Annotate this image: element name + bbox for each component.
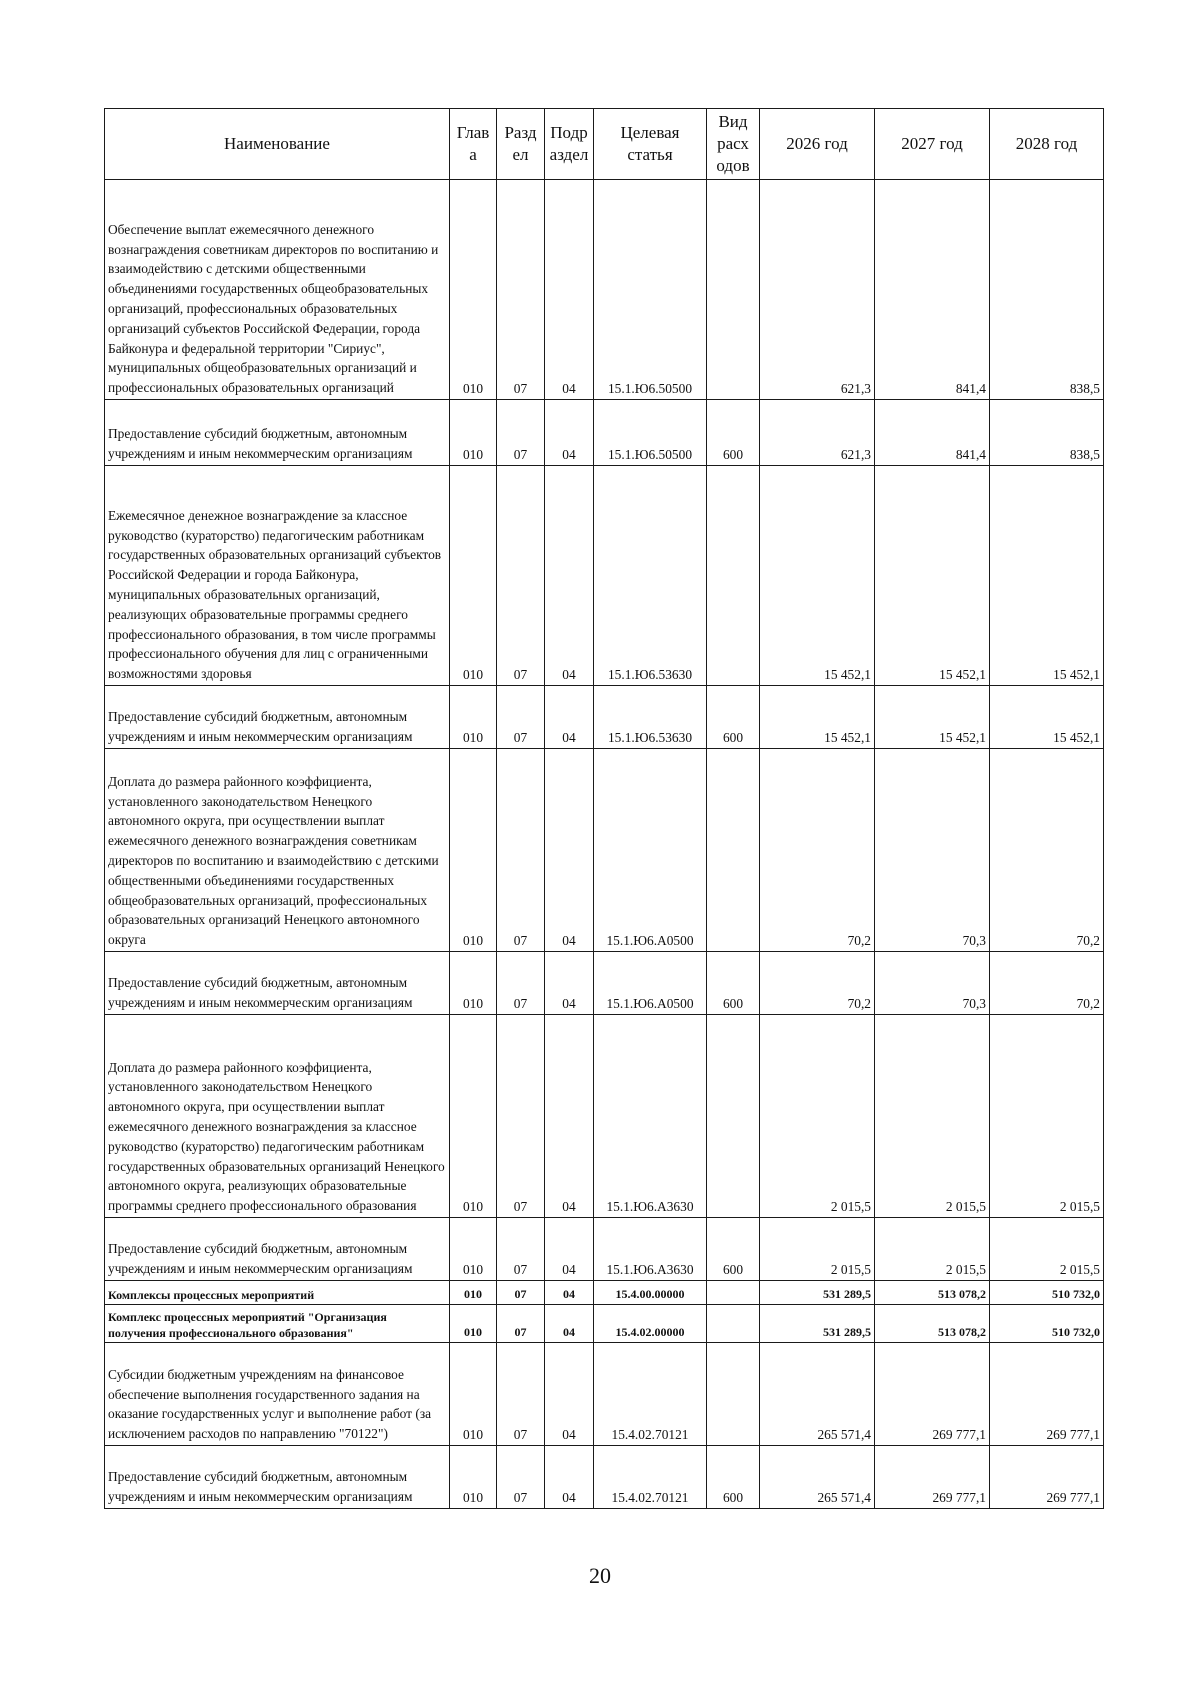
row-subsection: 04	[545, 1343, 594, 1446]
row-value-2027: 513 078,2	[875, 1281, 990, 1305]
row-target: 15.4.02.00000	[594, 1305, 707, 1343]
table-body	[105, 180, 1104, 1509]
budget-table	[104, 108, 1104, 1509]
row-section: 07	[497, 1281, 545, 1305]
row-chapter: 010	[450, 180, 497, 400]
row-name: Комплексы процессных мероприятий	[105, 1281, 450, 1305]
row-value-2028: 2 015,5	[990, 1015, 1104, 1218]
row-chapter: 010	[450, 1218, 497, 1281]
row-target: 15.4.02.70121	[594, 1343, 707, 1446]
table-row	[105, 180, 1104, 400]
row-value-2028: 510 732,0	[990, 1305, 1104, 1343]
row-value-2028: 70,2	[990, 952, 1104, 1015]
row-value-2028: 269 777,1	[990, 1446, 1104, 1509]
row-value-2026: 2 015,5	[760, 1015, 875, 1218]
row-subsection: 04	[545, 686, 594, 749]
row-value-2026: 621,3	[760, 400, 875, 466]
row-chapter: 010	[450, 1446, 497, 1509]
header-subsection: Подр аздел	[545, 109, 594, 180]
row-value-2027: 2 015,5	[875, 1015, 990, 1218]
row-section: 07	[497, 180, 545, 400]
row-value-2026: 70,2	[760, 749, 875, 952]
row-expense-type: 600	[707, 1218, 760, 1281]
row-name: Субсидии бюджетным учреждениям на финансовое обеспечение выполнения государственного задания на оказание государственных услуг и выполнение работ (за исключением расходов по направлению "70122")	[105, 1343, 450, 1446]
header-chapter: Глав а	[450, 109, 497, 180]
row-chapter: 010	[450, 1281, 497, 1305]
row-value-2027: 70,3	[875, 749, 990, 952]
row-target: 15.1.Ю6.А3630	[594, 1218, 707, 1281]
row-subsection: 04	[545, 180, 594, 400]
row-chapter: 010	[450, 1305, 497, 1343]
row-expense-type: 600	[707, 952, 760, 1015]
row-value-2027: 15 452,1	[875, 686, 990, 749]
row-value-2028: 838,5	[990, 400, 1104, 466]
row-subsection: 04	[545, 400, 594, 466]
row-target: 15.1.Ю6.А3630	[594, 1015, 707, 1218]
row-chapter: 010	[450, 686, 497, 749]
table-row	[105, 400, 1104, 466]
header-year-2027: 2027 год	[875, 109, 990, 180]
row-expense-type: 600	[707, 686, 760, 749]
row-expense-type: 600	[707, 1446, 760, 1509]
row-chapter: 010	[450, 466, 497, 686]
row-section: 07	[497, 1305, 545, 1343]
row-value-2026: 265 571,4	[760, 1343, 875, 1446]
row-subsection: 04	[545, 952, 594, 1015]
row-value-2028: 838,5	[990, 180, 1104, 400]
table-row	[105, 1343, 1104, 1446]
row-section: 07	[497, 400, 545, 466]
header-target: Целевая статья	[594, 109, 707, 180]
row-value-2026: 15 452,1	[760, 466, 875, 686]
row-expense-type	[707, 1015, 760, 1218]
row-value-2027: 70,3	[875, 952, 990, 1015]
table-row	[105, 749, 1104, 952]
row-chapter: 010	[450, 1015, 497, 1218]
row-name: Предоставление субсидий бюджетным, автономным учреждениям и иным некоммерческим организациям	[105, 686, 450, 749]
row-value-2028: 70,2	[990, 749, 1104, 952]
row-name: Предоставление субсидий бюджетным, автономным учреждениям и иным некоммерческим организациям	[105, 952, 450, 1015]
row-target: 15.1.Ю6.50500	[594, 180, 707, 400]
row-name: Комплекс процессных мероприятий "Организация получения профессионального образования"	[105, 1305, 450, 1343]
row-section: 07	[497, 1446, 545, 1509]
row-name: Ежемесячное денежное вознаграждение за классное руководство (кураторство) педагогическим работникам государственных образовательных организаций субъектов Российской Федерации и города Байконура, муниципальных образовательных организаций, реализующих образовательные программы среднего профессионального образования, в том числе программы профессионального обучения для лиц с ограниченными возможностями здоровья	[105, 466, 450, 686]
row-value-2027: 841,4	[875, 400, 990, 466]
header-expense-type: Вид расх одов	[707, 109, 760, 180]
row-section: 07	[497, 1015, 545, 1218]
row-value-2027: 269 777,1	[875, 1446, 990, 1509]
row-section: 07	[497, 952, 545, 1015]
row-value-2026: 531 289,5	[760, 1281, 875, 1305]
row-name: Доплата до размера районного коэффициента, установленного законодательством Ненецкого автономного округа, при осуществлении выплат ежемесячного денежного вознаграждения советникам директоров по воспитанию и взаимодействию с детскими общественными объединениями государственных общеобразовательных организаций, профессиональных образовательных организаций Ненецкого автономного округа	[105, 749, 450, 952]
row-target: 15.1.Ю6.А0500	[594, 952, 707, 1015]
row-expense-type	[707, 1343, 760, 1446]
row-value-2027: 269 777,1	[875, 1343, 990, 1446]
table-row	[105, 1446, 1104, 1509]
row-value-2028: 15 452,1	[990, 686, 1104, 749]
table-row	[105, 466, 1104, 686]
row-chapter: 010	[450, 400, 497, 466]
row-expense-type	[707, 466, 760, 686]
row-subsection: 04	[545, 1015, 594, 1218]
table-row	[105, 1281, 1104, 1305]
row-target: 15.4.02.70121	[594, 1446, 707, 1509]
row-name: Доплата до размера районного коэффициента, установленного законодательством Ненецкого автономного округа, при осуществлении выплат ежемесячного денежного вознаграждения за классное руководство (кураторство) педагогическим работникам государственных образовательных организаций Ненецкого автономного округа, реализующих образовательные программы среднего профессионального образования	[105, 1015, 450, 1218]
row-value-2026: 70,2	[760, 952, 875, 1015]
row-section: 07	[497, 1343, 545, 1446]
table-row	[105, 1218, 1104, 1281]
row-value-2027: 2 015,5	[875, 1218, 990, 1281]
header-name: Наименование	[105, 109, 450, 180]
row-name: Предоставление субсидий бюджетным, автономным учреждениям и иным некоммерческим организациям	[105, 1446, 450, 1509]
row-subsection: 04	[545, 1281, 594, 1305]
row-expense-type	[707, 1281, 760, 1305]
row-value-2026: 265 571,4	[760, 1446, 875, 1509]
row-value-2028: 2 015,5	[990, 1218, 1104, 1281]
row-expense-type	[707, 1305, 760, 1343]
row-expense-type	[707, 180, 760, 400]
row-target: 15.1.Ю6.А0500	[594, 749, 707, 952]
row-value-2026: 621,3	[760, 180, 875, 400]
table-header	[105, 109, 1104, 180]
row-subsection: 04	[545, 749, 594, 952]
row-name: Предоставление субсидий бюджетным, автономным учреждениям и иным некоммерческим организациям	[105, 1218, 450, 1281]
row-expense-type: 600	[707, 400, 760, 466]
row-name: Обеспечение выплат ежемесячного денежного вознаграждения советникам директоров по воспитанию и взаимодействию с детскими общественными объединениями государственных общеобразовательных организаций, профессиональных образовательных организаций субъектов Российской Федерации, города Байконура и федеральной территории "Сириус", муниципальных общеобразовательных организаций и профессиональных образовательных организаций	[105, 180, 450, 400]
row-target: 15.4.00.00000	[594, 1281, 707, 1305]
row-chapter: 010	[450, 952, 497, 1015]
row-value-2027: 513 078,2	[875, 1305, 990, 1343]
header-section: Разд ел	[497, 109, 545, 180]
row-value-2026: 15 452,1	[760, 686, 875, 749]
row-section: 07	[497, 749, 545, 952]
row-section: 07	[497, 686, 545, 749]
row-value-2027: 841,4	[875, 180, 990, 400]
row-value-2028: 510 732,0	[990, 1281, 1104, 1305]
table-row	[105, 952, 1104, 1015]
table-row	[105, 1015, 1104, 1218]
row-value-2028: 269 777,1	[990, 1343, 1104, 1446]
row-section: 07	[497, 1218, 545, 1281]
row-subsection: 04	[545, 466, 594, 686]
row-value-2028: 15 452,1	[990, 466, 1104, 686]
page-number: 20	[589, 1563, 611, 1588]
table-row	[105, 686, 1104, 749]
row-target: 15.1.Ю6.50500	[594, 400, 707, 466]
row-subsection: 04	[545, 1218, 594, 1281]
row-value-2026: 531 289,5	[760, 1305, 875, 1343]
row-expense-type	[707, 749, 760, 952]
header-year-2026: 2026 год	[760, 109, 875, 180]
row-value-2026: 2 015,5	[760, 1218, 875, 1281]
row-target: 15.1.Ю6.53630	[594, 466, 707, 686]
row-section: 07	[497, 466, 545, 686]
row-target: 15.1.Ю6.53630	[594, 686, 707, 749]
header-year-2028: 2028 год	[990, 109, 1104, 180]
row-subsection: 04	[545, 1446, 594, 1509]
row-chapter: 010	[450, 749, 497, 952]
row-chapter: 010	[450, 1343, 497, 1446]
row-name: Предоставление субсидий бюджетным, автономным учреждениям и иным некоммерческим организациям	[105, 400, 450, 466]
table-row	[105, 1305, 1104, 1343]
row-value-2027: 15 452,1	[875, 466, 990, 686]
row-subsection: 04	[545, 1305, 594, 1343]
